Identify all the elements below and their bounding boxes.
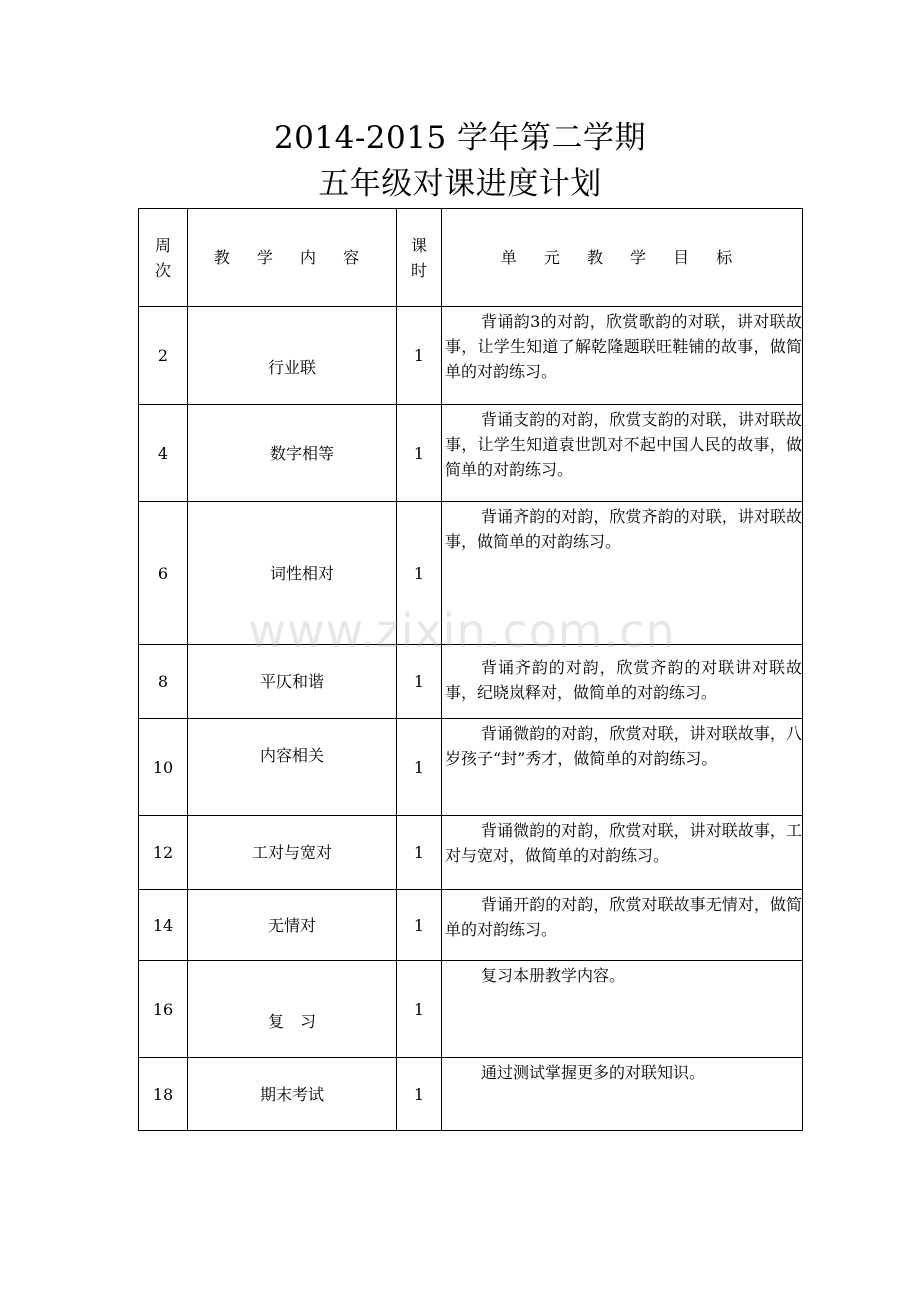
week-cell: 14	[139, 890, 188, 961]
header-hours: 课时	[397, 209, 442, 307]
table-row	[139, 890, 803, 961]
goal-cell: 背诵齐韵的对韵，欣赏齐韵的对联，讲对联故事，做简单的对韵练习。	[442, 502, 803, 645]
content-cell: 行业联	[188, 307, 397, 405]
week-cell: 16	[139, 961, 188, 1058]
table-row	[139, 961, 803, 1058]
schedule-table	[138, 208, 803, 1131]
week-cell: 10	[139, 719, 188, 816]
goal-cell: 背诵微韵的对韵，欣赏对联，讲对联故事，八岁孩子“封”秀才，做简单的对韵练习。	[442, 719, 803, 816]
content-cell: 复 习	[188, 961, 397, 1058]
hours-cell: 1	[397, 890, 442, 961]
week-cell: 8	[139, 645, 188, 719]
hours-cell: 1	[397, 816, 442, 890]
goal-cell: 通过测试掌握更多的对联知识。	[442, 1058, 803, 1131]
hours-cell: 1	[397, 405, 442, 502]
table-header-row	[139, 209, 803, 307]
week-cell: 4	[139, 405, 188, 502]
hours-cell: 1	[397, 502, 442, 645]
goal-cell: 复习本册教学内容。	[442, 961, 803, 1058]
watermark: www.zixin.com.cn	[248, 604, 676, 658]
table-row	[139, 1058, 803, 1131]
document-subtitle: 五年级对课进度计划	[318, 166, 602, 202]
week-cell: 12	[139, 816, 188, 890]
hours-cell: 1	[397, 307, 442, 405]
goal-cell: 背诵微韵的对韵，欣赏对联，讲对联故事，工对与宽对，做简单的对韵练习。	[442, 816, 803, 890]
table-row	[139, 816, 803, 890]
hours-cell: 1	[397, 645, 442, 719]
goal-cell: 背诵开韵的对韵，欣赏对联故事无情对，做简单的对韵练习。	[442, 890, 803, 961]
header-week: 周次	[139, 209, 188, 307]
week-cell: 18	[139, 1058, 188, 1131]
content-cell: 平仄和谐	[188, 645, 397, 719]
hours-cell: 1	[397, 961, 442, 1058]
table-row	[139, 405, 803, 502]
hours-cell: 1	[397, 1058, 442, 1131]
goal-cell: 背诵齐韵的对韵，欣赏齐韵的对联讲对联故事，纪晓岚释对，做简单的对韵练习。	[442, 645, 803, 719]
document-title: 2014-2015 学年第二学期	[273, 120, 647, 156]
header-goal: 单 元 教 学 目 标	[442, 209, 803, 307]
content-cell: 数字相等	[188, 405, 397, 502]
hours-cell: 1	[397, 719, 442, 816]
content-cell: 无情对	[188, 890, 397, 961]
goal-cell: 背诵支韵的对韵，欣赏支韵的对联，讲对联故事，让学生知道袁世凯对不起中国人民的故事，做简单的对韵练习。	[442, 405, 803, 502]
content-cell: 工对与宽对	[188, 816, 397, 890]
content-cell: 期末考试	[188, 1058, 397, 1131]
content-cell: 内容相关	[188, 719, 397, 816]
content-cell: 词性相对	[188, 502, 397, 645]
week-cell: 6	[139, 502, 188, 645]
header-content: 教 学 内 容	[188, 209, 397, 307]
table-row	[139, 307, 803, 405]
week-cell: 2	[139, 307, 188, 405]
goal-cell: 背诵韵3的对韵，欣赏歌韵的对联，讲对联故事，让学生知道了解乾隆题联旺鞋铺的故事，做简单的对韵练习。	[442, 307, 803, 405]
table-row	[139, 719, 803, 816]
